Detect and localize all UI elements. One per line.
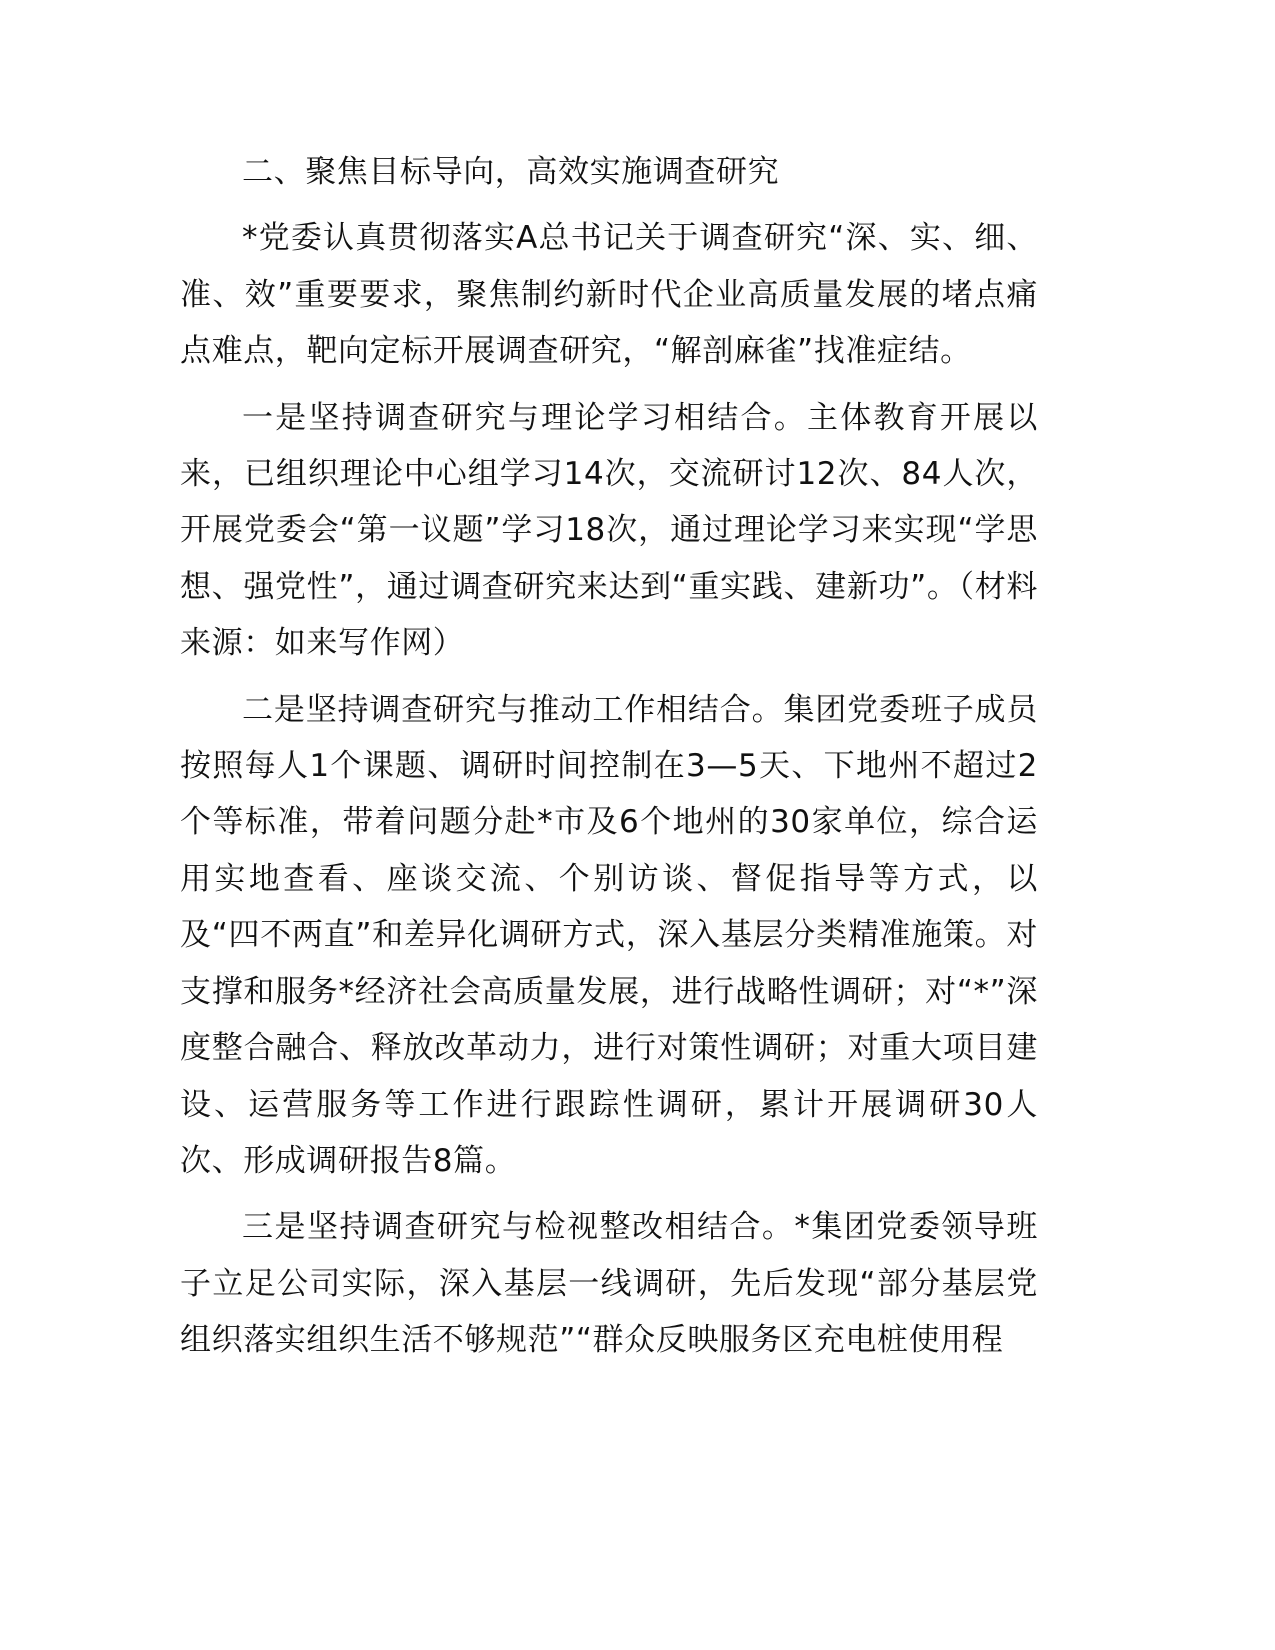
- spacer: [180, 1189, 1038, 1199]
- paragraph-theory-study: 一是坚持调查研究与理论学习相结合。主体教育开展以来，已组织理论中心组学习14次，交流研讨12次、84人次，开展党委会“第一议题”学习18次，通过理论学习来实现“学思想、强党性”，通过调查研究来达到“重实践、建新功”。（材料来源：如来写作网）: [180, 399, 1038, 662]
- spacer: [180, 380, 1038, 390]
- document-page: [180, 144, 1038, 1369]
- paragraph-intro: *党委认真贯彻落实A总书记关于调查研究“深、实、细、准、效”重要要求，聚焦制约新时代企业高质量发展的堵点痛点难点，靶向定标开展调查研究，“解剖麻雀”找准症结。: [180, 220, 1038, 370]
- spacer: [180, 672, 1038, 682]
- spacer: [180, 200, 1038, 210]
- paragraph-promote-work: 二是坚持调查研究与推动工作相结合。集团党委班子成员按照每人1个课题、调研时间控制在3—5天、下地州不超过2个等标准，带着问题分赴*市及6个地州的30家单位，综合运用实地查看、座谈交流、个别访谈、督促指导等方式，以及“四不两直”和差异化调研方式，深入基层分类精准施策。对支撑和服务*经济社会高质量发展，进行战略性调研；对“*”深度整合融合、释放改革动力，进行对策性调研；对重大项目建设、运营服务等工作进行跟踪性调研，累计开展调研30人次、形成调研报告8篇。: [180, 691, 1038, 1179]
- paragraph-rectification: 三是坚持调查研究与检视整改相结合。*集团党委领导班子立足公司实际，深入基层一线调研，先后发现“部分基层党组织落实组织生活不够规范”“群众反映服务区充电桩使用程: [180, 1209, 1038, 1359]
- section-heading: 二、聚焦目标导向，高效实施调查研究: [242, 154, 780, 190]
